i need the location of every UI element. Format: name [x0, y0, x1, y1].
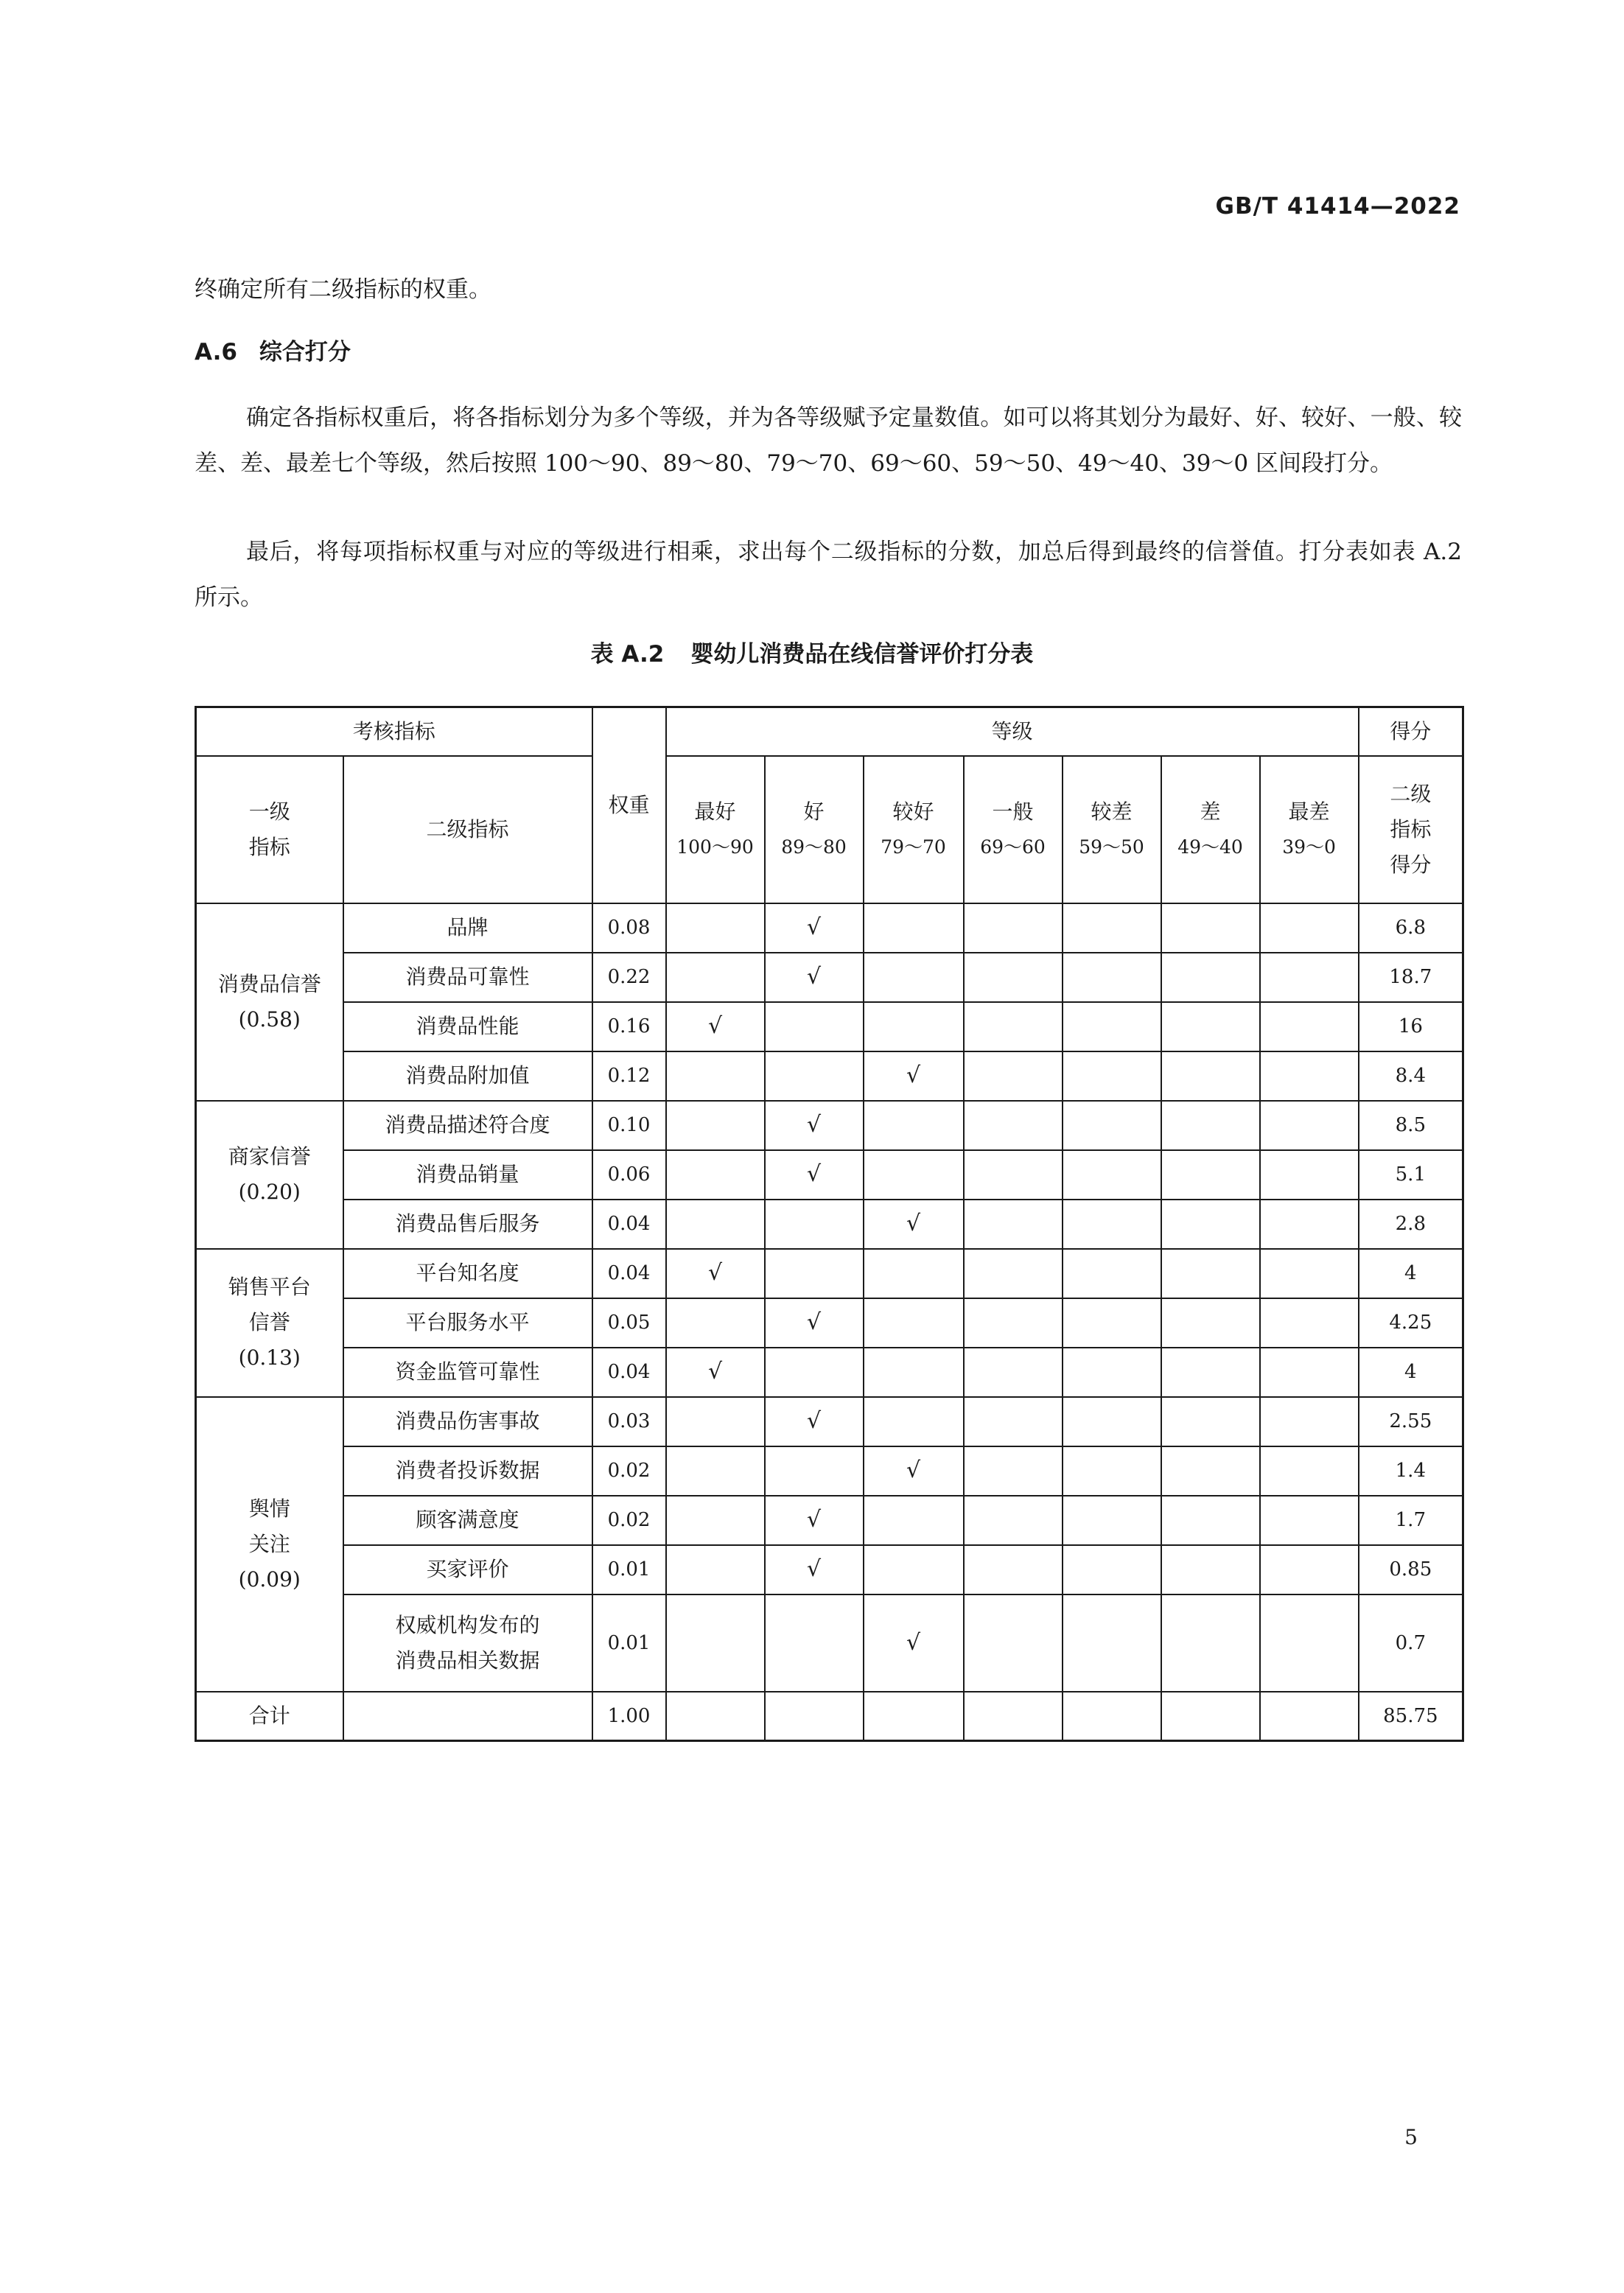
table-caption [0, 635, 1624, 673]
grade-cell [765, 1200, 864, 1249]
check-mark: √ [806, 1408, 822, 1434]
grade-cell [1161, 1594, 1260, 1692]
grade-range: 79～70 [881, 836, 946, 858]
total-row [196, 1692, 1463, 1741]
level2-indicator: 消费品描述符合度 [343, 1101, 592, 1150]
grade-cell [864, 1446, 964, 1496]
grade-name: 最好 [694, 799, 736, 824]
grade-cell [864, 1545, 964, 1594]
page-number: 5 [1404, 2125, 1418, 2149]
weight-cell: 0.06 [592, 1150, 666, 1200]
table-caption-title: 婴幼儿消费品在线信誉评价打分表 [690, 641, 1034, 668]
grade-cell [964, 903, 1063, 953]
grade-cell [1260, 1348, 1359, 1397]
total-score: 85.75 [1359, 1692, 1463, 1741]
grade-cell [1063, 1298, 1161, 1348]
grade-cell [1161, 1298, 1260, 1348]
grade-cell [964, 1496, 1063, 1545]
level2-indicator: 资金监管可靠性 [343, 1348, 592, 1397]
grade-name: 好 [803, 799, 825, 824]
grade-header-6 [1260, 756, 1359, 903]
grade-cell [1260, 1002, 1359, 1051]
grade-cell [666, 1051, 765, 1101]
section-title: 综合打分 [259, 339, 351, 365]
total-weight: 1.00 [592, 1692, 666, 1741]
level2-indicator: 消费者投诉数据 [343, 1446, 592, 1496]
level2-indicator: 平台知名度 [343, 1249, 592, 1298]
level2-indicator: 权威机构发布的 消费品相关数据 [343, 1594, 592, 1692]
grade-range: 89～80 [781, 836, 847, 858]
header-level1 [196, 756, 343, 903]
grade-cell [1063, 1594, 1161, 1692]
grade-cell [864, 1397, 964, 1446]
grade-header-1 [765, 756, 864, 903]
check-mark: √ [806, 1112, 822, 1138]
grade-cell [1260, 1200, 1359, 1249]
level1-indicator-line: (0.20) [238, 1180, 301, 1204]
grade-cell [864, 1101, 964, 1150]
grade-cell [1063, 1348, 1161, 1397]
level1-indicator-line: 关注 [248, 1531, 290, 1556]
grade-range: 39～0 [1282, 836, 1336, 858]
grade-cell [765, 903, 864, 953]
level2-indicator: 消费品可靠性 [343, 953, 592, 1002]
grade-cell [765, 1348, 864, 1397]
grade-cell [1161, 1249, 1260, 1298]
grade-cell [666, 1446, 765, 1496]
grade-cell [765, 1101, 864, 1150]
grade-cell [666, 1150, 765, 1200]
grade-cell [1161, 953, 1260, 1002]
grade-cell [666, 1298, 765, 1348]
level1-indicator-line: 商家信誉 [228, 1144, 311, 1169]
grade-cell [964, 1446, 1063, 1496]
grade-cell [765, 953, 864, 1002]
grade-cell [1161, 1545, 1260, 1594]
grade-name: 一般 [992, 799, 1034, 824]
level2-indicator: 消费品附加值 [343, 1051, 592, 1101]
grade-cell [1260, 1692, 1359, 1741]
grade-cell [964, 1348, 1063, 1397]
table-row [196, 1101, 1463, 1150]
check-mark: √ [906, 1063, 921, 1088]
table-row [196, 1249, 1463, 1298]
grade-name: 较差 [1091, 799, 1133, 824]
grade-cell [666, 1594, 765, 1692]
grade-cell [864, 1348, 964, 1397]
table-row [196, 1496, 1463, 1545]
check-mark: √ [806, 1556, 822, 1582]
grade-cell [765, 1150, 864, 1200]
check-mark: √ [806, 1309, 822, 1335]
table-row [196, 1200, 1463, 1249]
level2-indicator: 消费品性能 [343, 1002, 592, 1051]
level1-indicator [196, 1397, 343, 1692]
grade-cell [765, 1496, 864, 1545]
paragraph-grading: 确定各指标权重后，将各指标划分为多个等级，并为各等级赋予定量数值。如可以将其划分为最好、好、较好、一般、较差、差、最差七个等级，然后按照 100～90、89～80、79～70、69～60、59～50、49～40、39～0 区间段打分。 [195, 405, 1462, 477]
score-cell: 0.85 [1359, 1545, 1463, 1594]
grade-cell [1260, 1101, 1359, 1150]
grade-cell [666, 1545, 765, 1594]
grade-range: 100～90 [676, 836, 754, 858]
table-row [196, 1051, 1463, 1101]
grade-cell [1260, 1249, 1359, 1298]
level1-indicator-line: (0.13) [238, 1345, 301, 1370]
check-mark: √ [906, 1457, 921, 1483]
header-level2: 二级指标 [343, 756, 592, 903]
score-cell: 18.7 [1359, 953, 1463, 1002]
grade-cell [1063, 1397, 1161, 1446]
grade-cell [765, 1051, 864, 1101]
grade-cell [765, 1446, 864, 1496]
level2-indicator: 消费品售后服务 [343, 1200, 592, 1249]
table-row [196, 1446, 1463, 1496]
grade-name: 最差 [1288, 799, 1330, 824]
table-row [196, 1150, 1463, 1200]
header-subscore [1359, 756, 1463, 903]
check-mark: √ [906, 1629, 921, 1656]
check-mark: √ [806, 914, 822, 940]
level2-indicator: 品牌 [343, 903, 592, 953]
grade-range: 49～40 [1177, 836, 1243, 858]
table-row [196, 1002, 1463, 1051]
header-subscore-line1: 二级 [1390, 781, 1432, 806]
paragraph-continued: 终确定所有二级指标的权重。 [195, 276, 491, 303]
grade-name: 较好 [892, 799, 934, 824]
weight-cell: 0.22 [592, 953, 666, 1002]
score-cell: 16 [1359, 1002, 1463, 1051]
score-cell: 8.4 [1359, 1051, 1463, 1101]
grade-cell [864, 903, 964, 953]
total-label: 合计 [196, 1692, 343, 1741]
grade-cell [1063, 903, 1161, 953]
grade-header-0 [666, 756, 765, 903]
weight-cell: 0.16 [592, 1002, 666, 1051]
grade-cell [964, 1200, 1063, 1249]
level1-indicator [196, 1249, 343, 1397]
grade-cell [1260, 1545, 1359, 1594]
grade-cell [1063, 1446, 1161, 1496]
level2-indicator: 平台服务水平 [343, 1298, 592, 1348]
grade-cell [864, 1150, 964, 1200]
grade-cell [1260, 1446, 1359, 1496]
check-mark: √ [806, 1161, 822, 1187]
weight-cell: 0.02 [592, 1446, 666, 1496]
grade-cell [666, 1002, 765, 1051]
total-empty-cell [343, 1692, 592, 1741]
level1-indicator [196, 1101, 343, 1249]
grade-cell [1260, 1397, 1359, 1446]
standard-number: GB/T 41414—2022 [1215, 193, 1460, 220]
level2-indicator: 消费品伤害事故 [343, 1397, 592, 1446]
grade-cell [1161, 903, 1260, 953]
check-mark: √ [707, 1013, 723, 1039]
weight-cell: 0.12 [592, 1051, 666, 1101]
grade-range: 69～60 [980, 836, 1046, 858]
weight-cell: 0.05 [592, 1298, 666, 1348]
weight-cell: 0.04 [592, 1249, 666, 1298]
check-mark: √ [806, 1507, 822, 1533]
grade-cell [864, 1002, 964, 1051]
grade-cell [1161, 1101, 1260, 1150]
level1-indicator-line: (0.58) [238, 1007, 301, 1032]
grade-cell [1063, 1692, 1161, 1741]
grade-cell [1063, 1545, 1161, 1594]
grade-cell [1260, 953, 1359, 1002]
level1-indicator [196, 903, 343, 1101]
grade-cell [666, 953, 765, 1002]
grade-cell [1063, 1200, 1161, 1249]
weight-cell: 0.04 [592, 1348, 666, 1397]
header-grades: 等级 [666, 707, 1359, 756]
grade-cell [765, 1692, 864, 1741]
level2-indicator: 买家评价 [343, 1545, 592, 1594]
weight-cell: 0.04 [592, 1200, 666, 1249]
weight-cell: 0.01 [592, 1545, 666, 1594]
grade-cell [1161, 1150, 1260, 1200]
grade-cell [1161, 1348, 1260, 1397]
score-cell: 5.1 [1359, 1150, 1463, 1200]
grade-cell [864, 1594, 964, 1692]
weight-cell: 0.01 [592, 1594, 666, 1692]
header-level1-line1: 一级 [248, 799, 290, 824]
score-cell: 2.55 [1359, 1397, 1463, 1446]
level1-indicator-line: 信誉 [248, 1310, 290, 1334]
grade-range: 59～50 [1079, 836, 1144, 858]
grade-cell [964, 1545, 1063, 1594]
header-score: 得分 [1359, 707, 1463, 756]
grade-cell [666, 1397, 765, 1446]
weight-cell: 0.03 [592, 1397, 666, 1446]
weight-cell: 0.08 [592, 903, 666, 953]
check-mark: √ [906, 1211, 921, 1236]
grade-cell [1063, 1249, 1161, 1298]
grade-cell [765, 1002, 864, 1051]
header-level1-line2: 指标 [248, 834, 290, 859]
grade-cell [864, 953, 964, 1002]
grade-cell [964, 1298, 1063, 1348]
level1-indicator-line: 舆情 [248, 1496, 290, 1521]
check-mark: √ [707, 1359, 723, 1384]
grade-cell [1161, 1002, 1260, 1051]
grade-cell [864, 1496, 964, 1545]
grade-header-4 [1063, 756, 1161, 903]
grade-cell [964, 1594, 1063, 1692]
grade-cell [765, 1545, 864, 1594]
header-indicators: 考核指标 [196, 707, 592, 756]
scoring-table [195, 706, 1464, 1742]
score-cell: 1.4 [1359, 1446, 1463, 1496]
score-cell: 8.5 [1359, 1101, 1463, 1150]
grade-cell [1161, 1397, 1260, 1446]
grade-cell [864, 1249, 964, 1298]
check-mark: √ [806, 964, 822, 990]
grade-cell [666, 1348, 765, 1397]
grade-cell [964, 1002, 1063, 1051]
grade-cell [666, 1249, 765, 1298]
grade-cell [1260, 1051, 1359, 1101]
grade-cell [1063, 953, 1161, 1002]
grade-cell [1063, 1496, 1161, 1545]
grade-cell [666, 903, 765, 953]
grade-cell [1161, 1692, 1260, 1741]
score-cell: 4 [1359, 1348, 1463, 1397]
grade-cell [765, 1298, 864, 1348]
grade-cell [1260, 903, 1359, 953]
score-cell: 6.8 [1359, 903, 1463, 953]
header-subscore-line2: 指标 [1390, 816, 1432, 841]
grade-cell [1063, 1150, 1161, 1200]
grade-cell [666, 1200, 765, 1249]
grade-cell [1063, 1002, 1161, 1051]
grade-cell [1260, 1594, 1359, 1692]
table-row [196, 903, 1463, 953]
score-cell: 0.7 [1359, 1594, 1463, 1692]
grade-header-3 [964, 756, 1063, 903]
table-row [196, 1397, 1463, 1446]
grade-cell [1161, 1051, 1260, 1101]
level1-indicator-line: (0.09) [238, 1566, 301, 1592]
table-row [196, 1545, 1463, 1594]
grade-cell [964, 1249, 1063, 1298]
grade-cell [964, 1692, 1063, 1741]
table-row [196, 953, 1463, 1002]
grade-cell [864, 1692, 964, 1741]
section-number: A.6 [195, 339, 237, 365]
grade-header-5 [1161, 756, 1260, 903]
table-row [196, 1348, 1463, 1397]
grade-cell [765, 1594, 864, 1692]
grade-cell [1161, 1200, 1260, 1249]
grade-cell [964, 1150, 1063, 1200]
level1-indicator-line: 消费品信誉 [217, 971, 321, 996]
table-row [196, 1594, 1463, 1692]
paragraph-scoring: 最后，将每项指标权重与对应的等级进行相乘，求出每个二级指标的分数，加总后得到最终的信誉值。打分表如表 A.2 所示。 [195, 539, 1462, 611]
grade-cell [1161, 1496, 1260, 1545]
grade-cell [1063, 1051, 1161, 1101]
score-cell: 2.8 [1359, 1200, 1463, 1249]
weight-cell: 0.10 [592, 1101, 666, 1150]
header-weight: 权重 [592, 707, 666, 903]
score-cell: 1.7 [1359, 1496, 1463, 1545]
grade-cell [1260, 1150, 1359, 1200]
score-cell: 4.25 [1359, 1298, 1463, 1348]
section-heading [195, 333, 351, 371]
grade-cell [666, 1101, 765, 1150]
grade-cell [1260, 1496, 1359, 1545]
grade-cell [964, 1051, 1063, 1101]
grade-cell [964, 1101, 1063, 1150]
level1-indicator-line: 销售平台 [228, 1275, 311, 1299]
check-mark: √ [707, 1260, 723, 1286]
grade-cell [765, 1397, 864, 1446]
score-cell: 4 [1359, 1249, 1463, 1298]
grade-cell [666, 1496, 765, 1545]
grade-cell [1161, 1446, 1260, 1496]
grade-cell [964, 1397, 1063, 1446]
level2-indicator: 顾客满意度 [343, 1496, 592, 1545]
table-caption-number: 表 A.2 [590, 641, 665, 668]
grade-cell [964, 953, 1063, 1002]
grade-cell [864, 1298, 964, 1348]
level2-indicator: 消费品销量 [343, 1150, 592, 1200]
grade-cell [864, 1051, 964, 1101]
grade-cell [1063, 1101, 1161, 1150]
weight-cell: 0.02 [592, 1496, 666, 1545]
grade-name: 差 [1200, 799, 1221, 824]
grade-cell [666, 1692, 765, 1741]
grade-header-2 [864, 756, 964, 903]
grade-cell [765, 1249, 864, 1298]
grade-cell [864, 1200, 964, 1249]
table-row [196, 1298, 1463, 1348]
header-subscore-line3: 得分 [1390, 852, 1432, 877]
grade-cell [1260, 1298, 1359, 1348]
